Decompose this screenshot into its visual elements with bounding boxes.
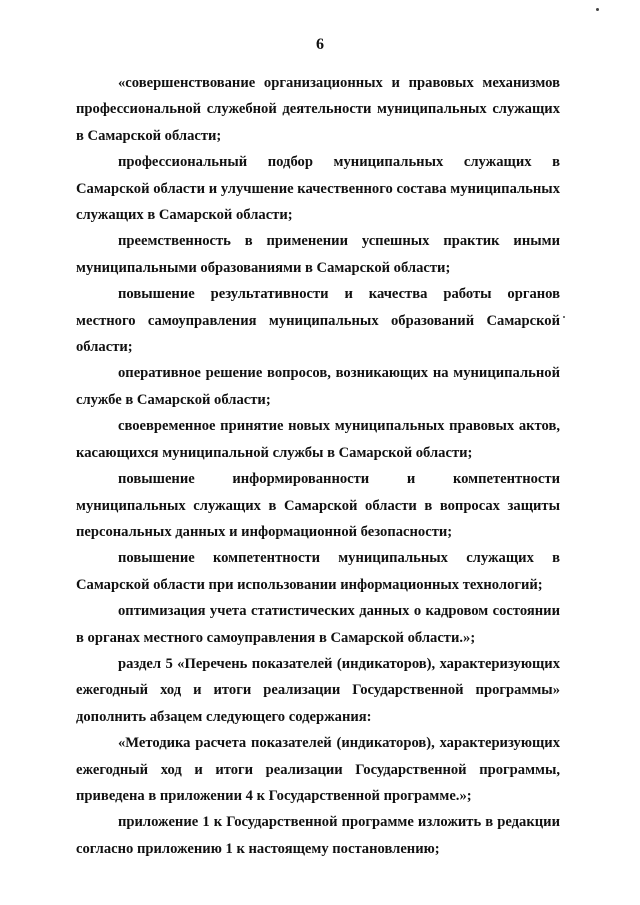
paragraph: повышение компетентности муниципальных служащих в Самарской области при использовании информационных технологий;: [76, 550, 560, 593]
paragraph: повышение результативности и качества работы органов местного самоуправления муниципальных образований Самарской области;: [76, 286, 560, 356]
paragraph: «Методика расчета показателей (индикаторов), характеризующих ежегодный ход и итоги реализации Государственной программы, приведена в приложении 4 к Государственной программе.»;: [76, 735, 560, 804]
scan-speck: [563, 316, 565, 318]
paragraph: приложение 1 к Государственной программе изложить в редакции согласно приложению 1 к настоящему постановлению;: [76, 814, 560, 857]
paragraph: своевременное принятие новых муниципальных правовых актов, касающихся муниципальной службы в Самарской области;: [76, 418, 560, 461]
paragraph: преемственность в применении успешных практик иными муниципальными образованиями в Самарской области;: [76, 233, 560, 276]
paragraph: повышение информированности и компетентности муниципальных служащих в Самарской области в вопросах защиты персональных данных и информационной безопасности;: [76, 471, 560, 540]
page-number: 6: [316, 36, 324, 53]
scan-speck: [596, 8, 599, 11]
document-body: [76, 70, 560, 862]
paragraph: оптимизация учета статистических данных о кадровом состоянии в органах местного самоуправления в Самарской области.»;: [76, 603, 560, 646]
paragraph: профессиональный подбор муниципальных служащих в Самарской области и улучшение качественного состава муниципальных служащих в Самарской области;: [76, 154, 560, 224]
paragraph: раздел 5 «Перечень показателей (индикаторов), характеризующих ежегодный ход и итоги реализации Государственной программы» дополнить абзацем следующего содержания:: [76, 655, 560, 725]
paragraph: «совершенствование организационных и правовых механизмов профессиональной служебной деятельности муниципальных служащих в Самарской области;: [76, 75, 560, 144]
paragraph: оперативное решение вопросов, возникающих на муниципальной службе в Самарской области;: [76, 365, 560, 408]
